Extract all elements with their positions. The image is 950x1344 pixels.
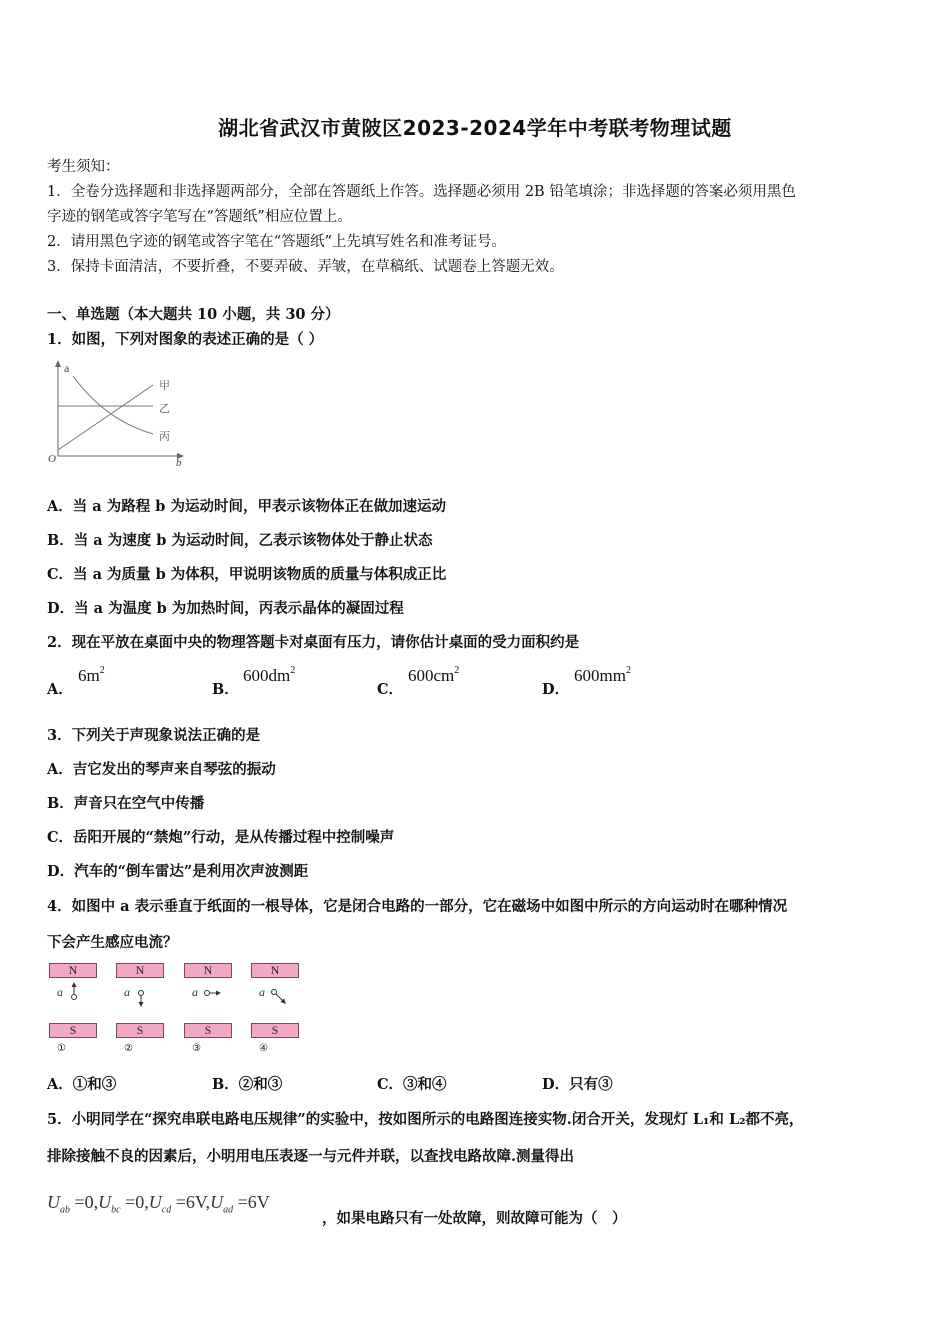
magnet-south-1: S — [49, 1023, 97, 1038]
figure-label-1: ① — [57, 1043, 66, 1054]
curve-label-yi: 乙 — [159, 402, 170, 415]
figure-label-3: ③ — [192, 1043, 201, 1054]
figure-label-4: ④ — [259, 1043, 268, 1054]
q4-option-d: D．只有③ — [542, 1076, 613, 1093]
notice-item-3: 3．保持卡面清洁，不要折叠，不要弄破、弄皱，在草稿纸、试题卷上答题无效。 — [47, 259, 564, 275]
page-title: 湖北省武汉市黄陂区2023-2024学年中考联考物理试题 — [218, 116, 732, 140]
magnet-south-3: S — [184, 1023, 232, 1038]
q2-option-d-value: $600mm^2$ — [574, 665, 631, 685]
notice-heading: 考生须知： — [47, 159, 120, 175]
q3-option-b: B．声音只在空气中传播 — [47, 795, 205, 812]
magnet-north-2: N — [116, 963, 164, 978]
q5-stem-c: ，如果电路只有一处故障，则故障可能为（ ） — [322, 1210, 627, 1227]
origin-label: O — [48, 453, 56, 465]
magnet-north-3: N — [184, 963, 232, 978]
q1-option-d: D．当 a 为温度 b 为加热时间，丙表示晶体的凝固过程 — [47, 600, 404, 617]
notice-item-1b: 字迹的钢笔或答字笔写在“答题纸”相应位置上。 — [47, 209, 352, 225]
magnet-south-2: S — [116, 1023, 164, 1038]
q2-option-d-label: D． — [542, 681, 570, 698]
q4-figure — [47, 963, 307, 1058]
q3-option-a: A．吉它发出的琴声来自琴弦的振动 — [47, 761, 276, 778]
q4-option-a: A．①和③ — [47, 1076, 117, 1093]
conductor-label-2: a — [124, 985, 130, 999]
curve-label-bing: 丙 — [159, 430, 170, 443]
q2-option-b-value: $600dm^2$ — [243, 665, 296, 685]
q2-option-c-label: C． — [377, 681, 404, 698]
q2-option-a-label: A． — [47, 681, 73, 698]
magnet-north-4: N — [251, 963, 299, 978]
q5-stem-a: 5．小明同学在“探究串联电路电压规律”的实验中，按如图所示的电路图连接实物.闭合开关，发现灯 L₁和 L₂都不亮， — [47, 1111, 804, 1128]
q3-option-c: C．岳阳开展的“禁炮”行动，是从传播过程中控制噪声 — [47, 829, 395, 846]
curve-jia — [58, 385, 153, 450]
figure-label-2: ② — [124, 1043, 133, 1054]
y-label: a — [64, 361, 70, 375]
magnet-south-4: S — [251, 1023, 299, 1038]
q1-option-a: A．当 a 为路程 b 为运动时间，甲表示该物体正在做加速运动 — [47, 498, 446, 515]
q4-stem-b: 下会产生感应电流？ — [47, 934, 178, 951]
conductors-diagram — [47, 981, 307, 1025]
x-label: b — [176, 457, 182, 469]
notice-item-2: 2．请用黑色字迹的钢笔或答字笔在“答题纸”上先填写姓名和准考证号。 — [47, 234, 507, 250]
q4-stem-a: 4．如图中 a 表示垂直于纸面的一根导体，它是闭合电路的一部分，它在磁场中如图中所示的方向运动时在哪种情况 — [47, 898, 788, 915]
q1-option-c: C．当 a 为质量 b 为体积，甲说明该物质的质量与体积成正比 — [47, 566, 447, 583]
notice-item-1a: 1．全卷分选择题和非选择题两部分，全部在答题纸上作答。选择题必须用 2B 铅笔填涂；非选择题的答案必须用黑色 — [47, 184, 796, 200]
q3-option-d: D．汽车的“倒车雷达”是利用次声波测距 — [47, 863, 309, 880]
curve-label-jia: 甲 — [159, 379, 170, 392]
q3-stem: 3．下列关于声现象说法正确的是 — [47, 727, 261, 744]
section-heading: 一、单选题（本大题共 10 小题，共 30 分） — [47, 306, 340, 323]
q1-option-b: B．当 a 为速度 b 为运动时间，乙表示该物体处于静止状态 — [47, 532, 433, 549]
conductor-label-4: a — [259, 985, 265, 999]
q4-option-b: B．②和③ — [212, 1076, 283, 1093]
q5-stem-b: 排除接触不良的因素后，小明用电压表逐一与元件并联，以查找电路故障.测量得出 — [47, 1148, 575, 1165]
q1-stem: 1．如图，下列对图象的表述正确的是（ ） — [47, 331, 324, 348]
conductor-label-3: a — [192, 985, 198, 999]
magnet-north-1: N — [49, 963, 97, 978]
q4-option-c: C．③和④ — [377, 1076, 447, 1093]
conductor-label-1: a — [57, 985, 63, 999]
curve-bing — [73, 376, 153, 434]
q1-graph — [45, 358, 190, 470]
q5-formula: $U_{ab} =0,U_{bc} =0,U_{cd} =6V,U_{ad} =6V$ — [47, 1192, 270, 1216]
q2-stem: 2．现在平放在桌面中央的物理答题卡对桌面有压力，请你估计桌面的受力面积约是 — [47, 634, 580, 651]
q2-option-c-value: $600cm^2$ — [408, 665, 460, 685]
q2-option-b-label: B． — [212, 681, 239, 698]
q2-option-a-value: $6m^2$ — [78, 665, 105, 685]
